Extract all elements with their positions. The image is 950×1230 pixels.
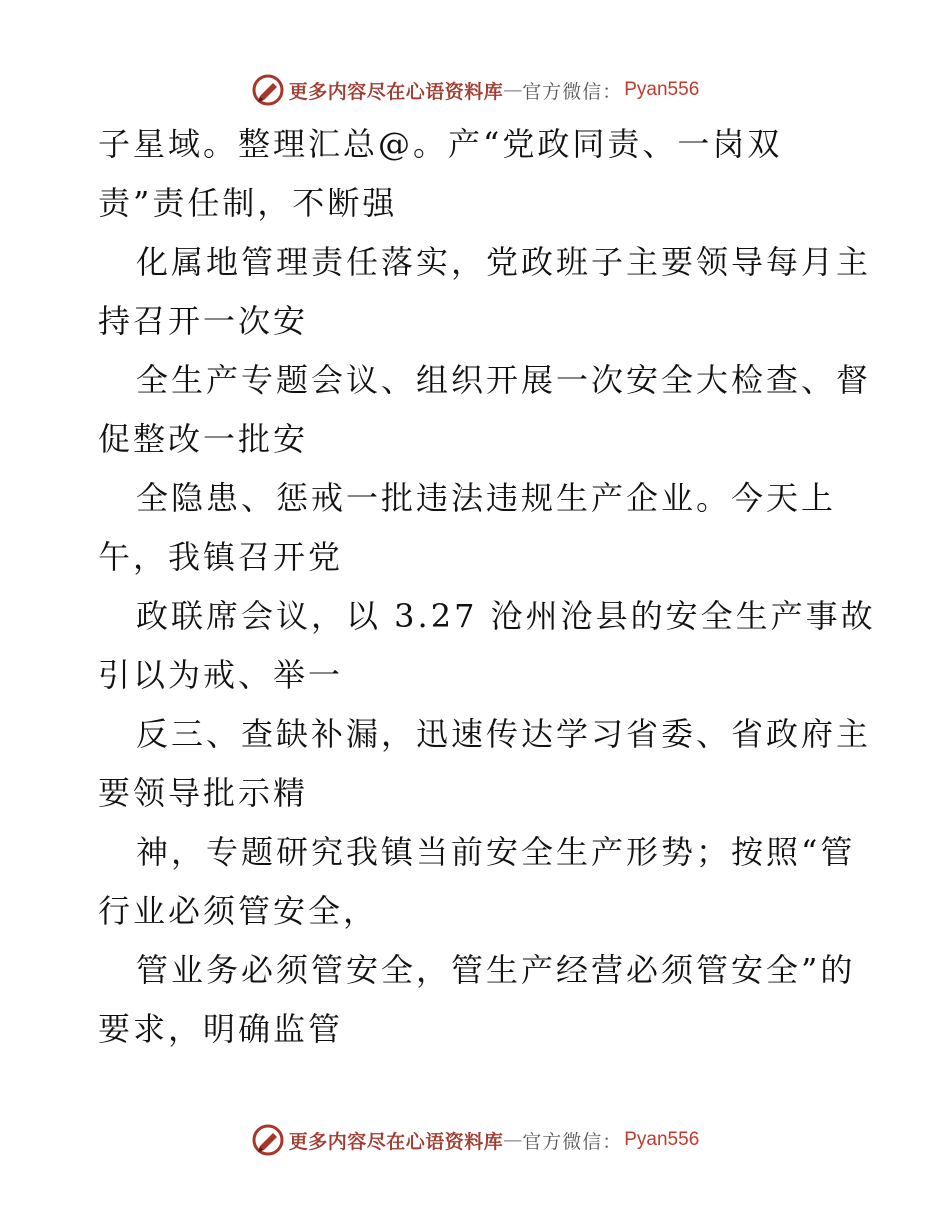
banner-brand-text: 更多内容尽在心语资料库 xyxy=(288,1130,504,1153)
body-line: 化属地管理责任落实，党政班子主要领导每月主 xyxy=(136,243,872,281)
body-line: 要求，明确监管 xyxy=(98,1010,344,1048)
body-line: 午，我镇召开党 xyxy=(98,538,344,576)
body-line: 全生产专题会议、组织开展一次安全大检查、督 xyxy=(136,361,872,399)
body-line: 引以为戒、举一 xyxy=(98,656,344,694)
body-line: 管业务必须管安全，管生产经营必须管安全”的 xyxy=(136,951,856,989)
banner-separator: — xyxy=(503,79,523,101)
banner-wechat-id: Pyan556 xyxy=(624,79,700,100)
body-line: 子星域。整理汇总@。产“党政同责、一岗双 xyxy=(98,125,783,163)
brand-logo-icon xyxy=(251,73,285,107)
body-line: 全隐患、惩戒一批违法违规生产企业。今天上 xyxy=(136,479,837,517)
banner-wechat-label: 官方微信： xyxy=(522,1130,623,1153)
footer-banner xyxy=(0,1120,950,1160)
body-line: 神，专题研究我镇当前安全生产形势；按照“管 xyxy=(136,833,856,871)
body-line: 政联席会议，以 3.27 沧州沧县的安全生产事故 xyxy=(136,597,876,635)
body-line: 反三、查缺补漏，迅速传达学习省委、省政府主 xyxy=(136,715,872,753)
body-line: 持召开一次安 xyxy=(98,302,309,340)
body-line: 行业必须管安全， xyxy=(98,892,379,930)
banner-separator: — xyxy=(503,1129,523,1151)
banner-wechat-label: 官方微信： xyxy=(522,80,623,103)
brand-logo-icon xyxy=(251,1123,285,1157)
body-line: 促整改一批安 xyxy=(98,420,309,458)
banner-brand-text: 更多内容尽在心语资料库 xyxy=(288,80,504,103)
banner-wechat-id: Pyan556 xyxy=(624,1129,700,1150)
header-banner xyxy=(0,70,950,110)
body-line: 责”责任制，不断强 xyxy=(98,184,398,222)
body-line: 要领导批示精 xyxy=(98,774,309,812)
